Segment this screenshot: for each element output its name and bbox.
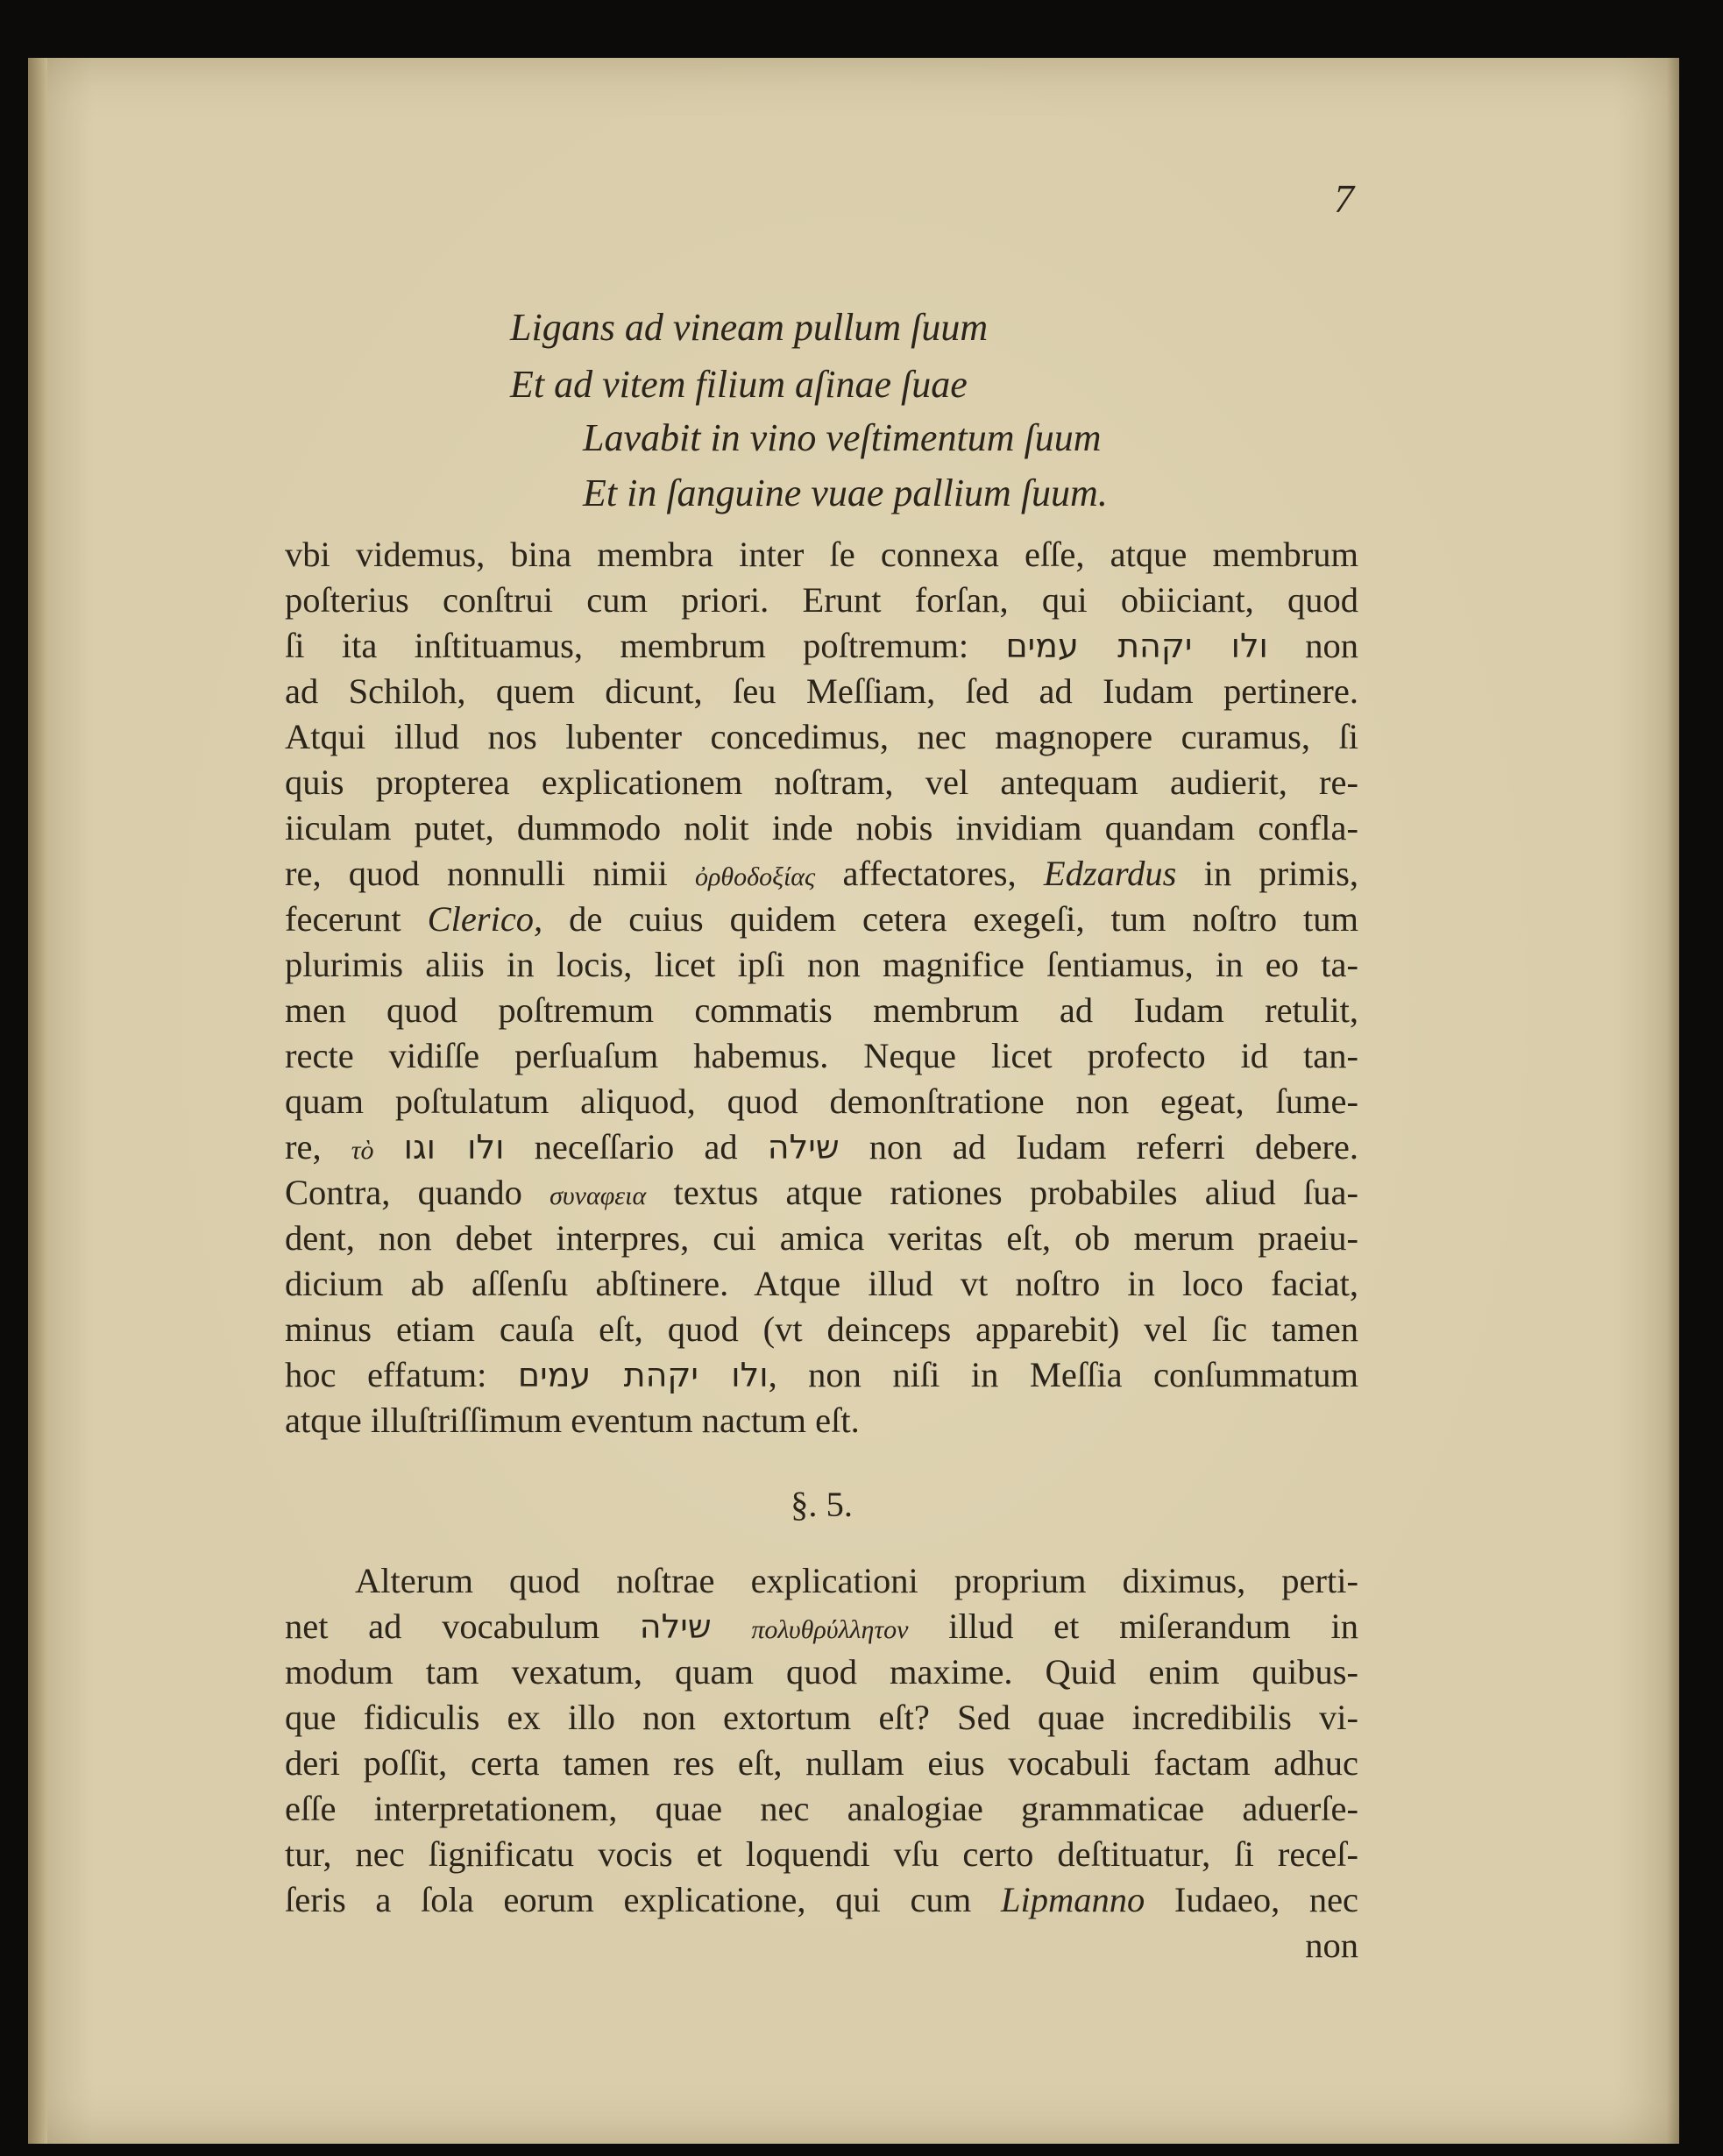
greek-text: πολυθρύλλητον bbox=[751, 1615, 909, 1644]
text-span: Iudaeo, nec bbox=[1173, 1880, 1359, 1919]
text-span: re, quod nonnulli nimii bbox=[285, 854, 668, 893]
text-span: in primis, bbox=[1203, 854, 1359, 893]
italic-name: Lipmanno bbox=[1000, 1880, 1145, 1919]
text-line: atque illuſtriſſimum eventum nactum eſt. bbox=[285, 1401, 860, 1440]
text-line: ad Schiloh, quem dicunt, ſeu Meſſiam, ſed ad Iudam pertinere. bbox=[285, 671, 1358, 711]
verse-line-2: Et ad vitem filium aſinae ſuae bbox=[510, 363, 968, 406]
greek-text: συναφεια bbox=[550, 1181, 647, 1210]
italic-name: Clerico, bbox=[427, 899, 543, 939]
text-line: dicium ab aſſenſu abſtinere. Atque illud vt noſtro in loco faciat, bbox=[285, 1264, 1358, 1303]
text-line: que fidiculis ex illo non extortum eſt? Sed quae incredibilis vi- bbox=[285, 1698, 1358, 1737]
text-line: Atqui illud nos lubenter concedimus, nec magnopere curamus, ſi bbox=[285, 717, 1358, 756]
greek-text: ὀρθοδοξίας bbox=[695, 862, 816, 891]
catchword: non bbox=[1305, 1926, 1358, 1965]
text-span: re, bbox=[285, 1127, 322, 1167]
text-line: deri poſſit, certa tamen res eſt, nullam eius vocabuli factam adhuc bbox=[285, 1743, 1358, 1783]
text-line: eſſe interpretationem, quae nec analogiae grammaticae aduerſe- bbox=[285, 1789, 1358, 1828]
text-span: net ad vocabulum bbox=[285, 1606, 600, 1646]
text-span: non bbox=[1305, 626, 1359, 665]
text-line: recte vidiſſe perſuaſum habemus. Neque licet profecto id tan- bbox=[285, 1036, 1358, 1075]
text-span: illud et miſerandum in bbox=[948, 1606, 1359, 1646]
text-line: tur, nec ſignificatu vocis et loquendi vſu certo deſtituatur, ſi receſ- bbox=[285, 1834, 1358, 1874]
text-line bbox=[285, 898, 1358, 940]
text-line bbox=[285, 1172, 1358, 1213]
text-span: neceſſario ad bbox=[534, 1127, 738, 1167]
hebrew-text: שילה bbox=[767, 1128, 840, 1167]
text-line: poſterius conſtrui cum priori. Erunt forſan, qui obiiciant, quod bbox=[285, 580, 1358, 620]
text-span: , non niſi in Meſſia conſummatum bbox=[768, 1355, 1358, 1394]
text-span: de cuius quidem cetera exegeſi, tum noſtro tum bbox=[569, 899, 1359, 939]
italic-name: Edzardus bbox=[1043, 854, 1177, 893]
text-span: textus atque rationes probabiles aliud ſua- bbox=[673, 1173, 1358, 1212]
text-line bbox=[285, 1354, 1358, 1395]
hebrew-text: ולו יקהת עמים bbox=[517, 1356, 769, 1394]
page-number: 7 bbox=[1334, 176, 1354, 221]
text-line bbox=[285, 1879, 1358, 1920]
text-line bbox=[285, 1126, 1358, 1167]
text-span: ſi ita inſtituamus, membrum poſtremum: bbox=[285, 626, 969, 665]
text-line bbox=[285, 1606, 1358, 1647]
text-span: hoc effatum: bbox=[285, 1355, 487, 1394]
text-span: affectatores, bbox=[842, 854, 1017, 893]
text-line: minus etiam cauſa eſt, quod (vt deinceps apparebit) vel ſic tamen bbox=[285, 1309, 1358, 1349]
verse-line-3: Lavabit in vino veſtimentum ſuum bbox=[583, 416, 1102, 459]
text-line: dent, non debet interpres, cui amica veritas eſt, ob merum praeiu- bbox=[285, 1218, 1358, 1258]
hebrew-text: ולו יקהת עמים bbox=[1005, 627, 1268, 665]
section-heading: §. 5. bbox=[791, 1485, 853, 1524]
text-span: non ad Iudam referri debere. bbox=[869, 1127, 1359, 1167]
page-spine bbox=[28, 58, 47, 2144]
page-edge bbox=[1667, 58, 1679, 2144]
text-span: ſeris a ſola eorum explicatione, qui cum bbox=[285, 1880, 972, 1919]
hebrew-text: ולו וגו bbox=[403, 1128, 505, 1167]
text-line: Alterum quod noſtrae explicationi proprium diximus, perti- bbox=[355, 1561, 1358, 1600]
verse-line-1: Ligans ad vineam pullum ſuum bbox=[510, 306, 989, 349]
verse-line-4: Et in ſanguine vuae pallium ſuum. bbox=[583, 472, 1108, 514]
text-span: Contra, quando bbox=[285, 1173, 522, 1212]
text-line: quis propterea explicationem noſtram, vel antequam audierit, re- bbox=[285, 762, 1358, 802]
text-line: iiculam putet, dummodo nolit inde nobis invidiam quandam conflа- bbox=[285, 808, 1358, 848]
text-line: plurimis aliis in locis, licet ipſi non magnifice ſentiamus, in eo ta- bbox=[285, 945, 1358, 984]
text-line: modum tam vexatum, quam quod maxime. Quid enim quibus- bbox=[285, 1652, 1358, 1691]
hebrew-text: שילה bbox=[639, 1607, 712, 1646]
text-line: men quod poſtremum commatis membrum ad Iudam retulit, bbox=[285, 990, 1358, 1030]
text-line: quam poſtulatum aliquod, quod demonſtratione non egeat, ſume- bbox=[285, 1082, 1358, 1121]
text-line bbox=[285, 853, 1358, 894]
text-span: fecerunt bbox=[285, 899, 401, 939]
text-line: vbi videmus, bina membra inter ſe connexa eſſe, atque membrum bbox=[285, 535, 1358, 574]
greek-text: τὸ bbox=[351, 1136, 374, 1165]
text-line bbox=[285, 625, 1358, 666]
